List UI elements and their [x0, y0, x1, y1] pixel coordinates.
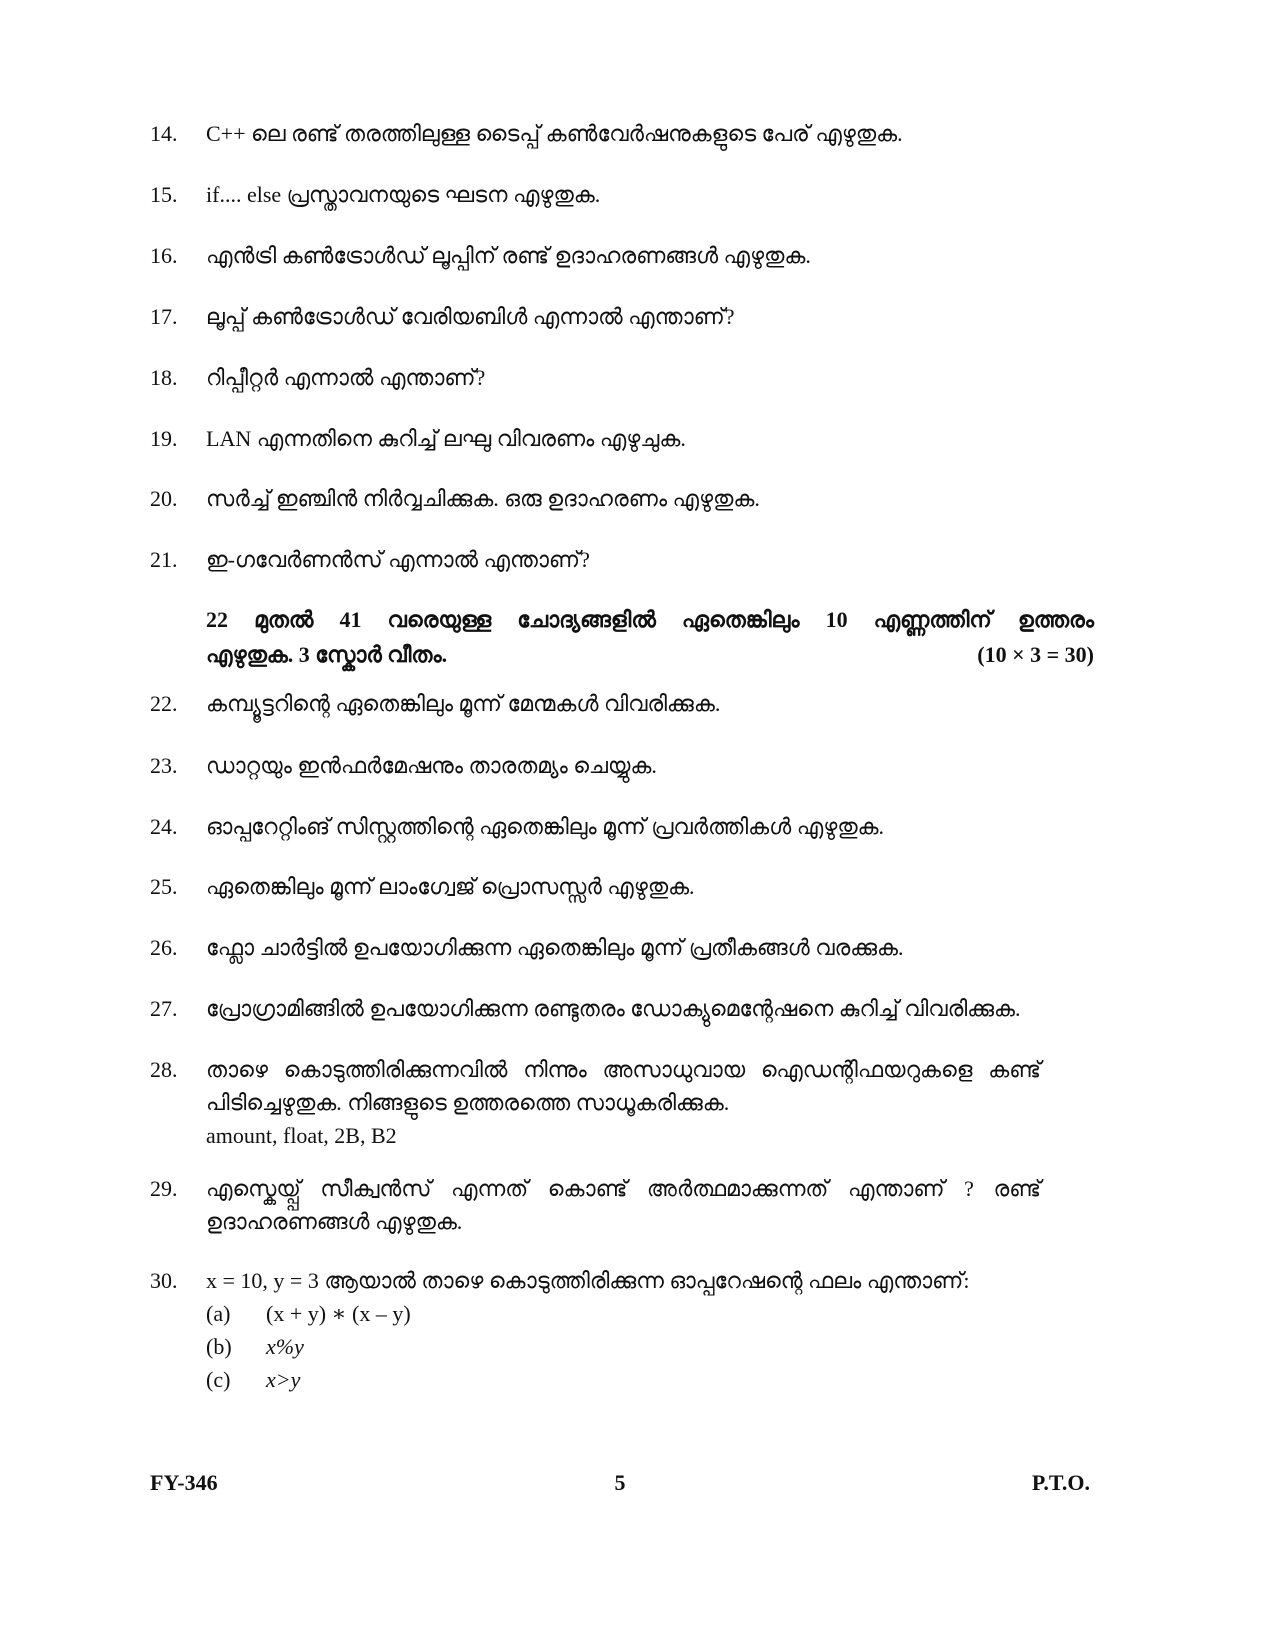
sub-question-c [206, 1363, 1090, 1396]
question-number: 24. [150, 814, 178, 839]
sub-label: (b) [206, 1334, 232, 1359]
question-text: കമ്പ്യൂട്ടറിന്റെ ഏതെങ്കിലും മൂന്ന് മേന്മകൾ വിവരിക്കുക. [206, 691, 721, 716]
question-text: ലൂപ്പ് കൺട്രോൾഡ് വേരിയബിൾ എന്നാൽ എന്താണ്? [206, 304, 735, 329]
question-text: ഫ്ലോ ചാർട്ടിൽ ഉപയോഗിക്കുന്ന ഏതെങ്കിലും മൂന്ന് പ്രതീകങ്ങൾ വരക്കുക. [206, 935, 904, 960]
question-text: ഡാറ്റയും ഇൻഫർമേഷനും താരതമ്യം ചെയ്യുക. [206, 753, 657, 778]
question-number: 28. [150, 1057, 178, 1082]
question-text: ഇ-ഗവേർണൻസ് എന്നാൽ എന്താണ്? [206, 547, 590, 572]
question-number: 30. [150, 1268, 178, 1293]
question-number: 23. [150, 753, 178, 778]
question-text: റിപ്പീറ്റർ എന്നാൽ എന്താണ്? [206, 365, 486, 390]
section-instruction [206, 602, 1094, 672]
question-number: 21. [150, 547, 178, 572]
question-line: x = 10, y = 3 ആയാൽ താഴെ കൊടുത്തിരിക്കുന്ന ഓപ്പറേഷന്റെ ഫലം എന്താണ്: [206, 1268, 970, 1293]
question-text: പ്രോഗ്രാമിങ്ങിൽ ഉപയോഗിക്കുന്ന രണ്ടുതരം ഡോക്യുമെന്റേഷനെ കുറിച്ച് വിവരിക്കുക. [206, 996, 1021, 1021]
question-text: സർച്ച് ഇഞ്ചിൻ നിർവ്വചിക്കുക. ഒരു ഉദാഹരണം എഴുതുക. [206, 486, 760, 511]
question-text: LAN എന്നതിനെ കുറിച്ച് ലഘു വിവരണം എഴുചുക. [206, 426, 686, 451]
sub-label: (a) [206, 1301, 231, 1326]
question-number: 22. [150, 691, 178, 716]
sub-expression: x>y [266, 1367, 301, 1392]
sub-question-b [206, 1330, 1090, 1363]
question-line: താഴെ കൊടുത്തിരിക്കുന്നവിൽ നിന്നും അസാധുവായ ഐഡന്റിഫയറുകളെ കണ്ട് [206, 1057, 1041, 1082]
question-text [206, 1172, 1090, 1238]
question-number: 26. [150, 935, 178, 960]
instruction-line-1: 22 മുതൽ 41 വരെയുള്ള ചോദ്യങ്ങളിൽ ഏതെങ്കിലും 10 എണ്ണത്തിന് ഉത്തരം [206, 607, 1094, 632]
question-text: എൻട്രി കൺട്രോൾഡ് ലൂപ്പിന് രണ്ട് ഉദാഹരണങ്ങൾ എഴുതുക. [206, 243, 811, 268]
question-number: 29. [150, 1176, 178, 1201]
question-text [206, 1264, 1090, 1396]
instruction-line-2-text: എഴുതുക. 3 സ്കോർ വീതം. [206, 642, 448, 667]
sub-question-a [206, 1297, 1090, 1330]
question-text: ഏതെങ്കിലും മൂന്ന് ലാംഗ്വേജ് പ്രൊസസ്സർ എഴുതുക. [206, 874, 695, 899]
question-line: എസ്കെയ്പ്പ് സീക്വൻസ് എന്നത് കൊണ്ട് അർത്ഥമാക്കുന്നത് എന്താണ് ? രണ്ട് [206, 1176, 1041, 1201]
question-number: 15. [150, 182, 178, 207]
please-turn-over: P.T.O. [1031, 1470, 1090, 1495]
question-text: if.... else പ്രസ്താവനയുടെ ഘടന എഴുതുക. [206, 182, 601, 207]
question-text [206, 1053, 1090, 1152]
sub-expression: (x + y) ∗ (x – y) [266, 1301, 411, 1326]
paper-code: FY-346 [150, 1470, 218, 1495]
identifier-list: amount, float, 2B, B2 [206, 1123, 397, 1148]
sub-label: (c) [206, 1367, 231, 1392]
instruction-line-2 [206, 637, 1094, 672]
question-number: 27. [150, 996, 178, 1021]
question-number: 16. [150, 243, 178, 268]
question-number: 19. [150, 426, 178, 451]
question-number: 14. [150, 121, 178, 146]
question-number: 20. [150, 486, 178, 511]
question-line: പിടിച്ചെഴുതുക. നിങ്ങളുടെ ഉത്തരത്തെ സാധൂകരിക്കുക. [206, 1090, 730, 1115]
question-text: ഓപ്പറേറ്റിംങ് സിസ്റ്റത്തിന്റെ ഏതെങ്കിലും മൂന്ന് പ്രവർത്തികൾ എഴുതുക. [206, 814, 885, 839]
page-footer [150, 1470, 1090, 1502]
question-number: 25. [150, 874, 178, 899]
question-text: C++ ലെ രണ്ട് തരത്തിലുള്ള ടൈപ്പ് കൺവേർഷനുകളുടെ പേര് എഴുതുക. [206, 121, 903, 146]
sub-expression: x%y [266, 1334, 304, 1359]
question-number: 18. [150, 365, 178, 390]
section-marks: (10 × 3 = 30) [977, 642, 1094, 667]
page-number: 5 [614, 1470, 626, 1495]
question-number: 17. [150, 304, 178, 329]
question-line: ഉദാഹരണങ്ങൾ എഴുതുക. [206, 1209, 463, 1234]
